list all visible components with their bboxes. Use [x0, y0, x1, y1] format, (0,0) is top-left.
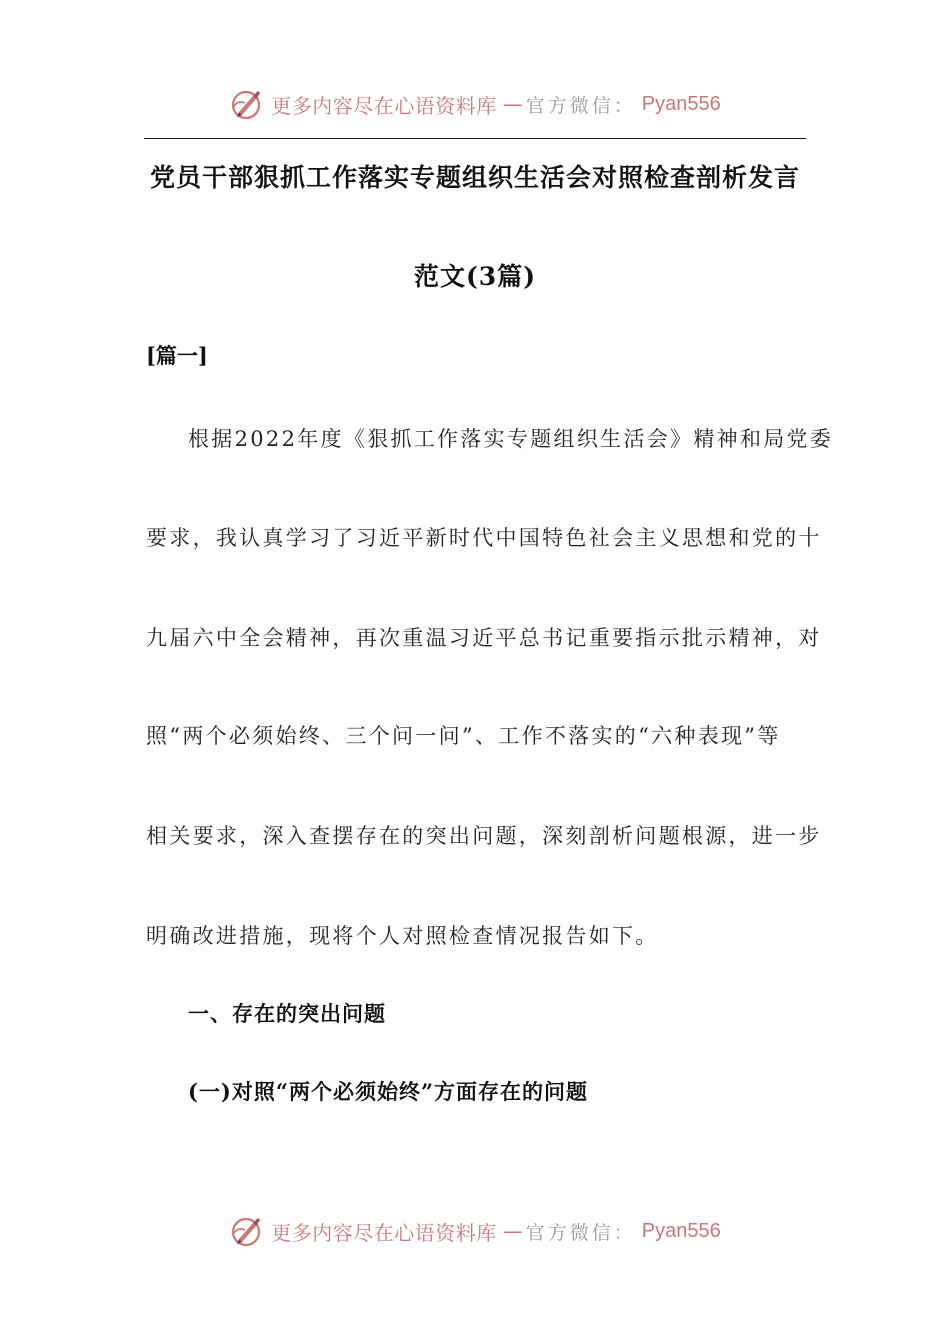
banner-wechat-label: 官方微信： [525, 1221, 636, 1244]
banner-promo-text: 更多内容尽在心语资料库 [271, 93, 497, 118]
footer-banner [0, 1209, 950, 1253]
section-label: [篇一] [146, 343, 208, 368]
paragraph-line: 明确改进措施，现将个人对照检查情况报告如下。 [146, 924, 659, 948]
banner-wechat-label: 官方微信： [525, 94, 636, 117]
banner-promo-text: 更多内容尽在心语资料库 [271, 1220, 497, 1245]
pen-circle-logo-icon [229, 86, 265, 122]
banner-wechat-id: Pyan556 [641, 92, 721, 115]
paragraph-line: 照“两个必须始终、三个问一问”、工作不落实的“六种表现”等 [146, 724, 781, 748]
header-banner [0, 82, 950, 126]
subsection-heading-1: (一)对照“两个必须始终”方面存在的问题 [188, 1079, 589, 1104]
header-divider [144, 138, 806, 139]
section-heading-1: 一、存在的突出问题 [188, 1001, 386, 1026]
document-title-line-2: 范文(3篇) [413, 262, 537, 291]
pen-circle-logo-icon [229, 1213, 265, 1249]
banner-separator: — [502, 1219, 520, 1243]
banner-wechat-id: Pyan556 [641, 1219, 721, 1242]
paragraph-line: 九届六中全会精神，再次重温习近平总书记重要指示批示精神，对 [146, 626, 822, 650]
paragraph-line: 相关要求，深入查摆存在的突出问题，深刻剖析问题根源，进一步 [146, 824, 822, 848]
banner-separator: — [502, 92, 520, 116]
paragraph-line: 要求，我认真学习了习近平新时代中国特色社会主义思想和党的十 [146, 526, 822, 550]
document-title-line-1: 党员干部狠抓工作落实专题组织生活会对照检查剖析发言 [149, 163, 800, 192]
paragraph-line: 根据2022年度《狠抓工作落实专题组织生活会》精神和局党委 [188, 427, 834, 451]
